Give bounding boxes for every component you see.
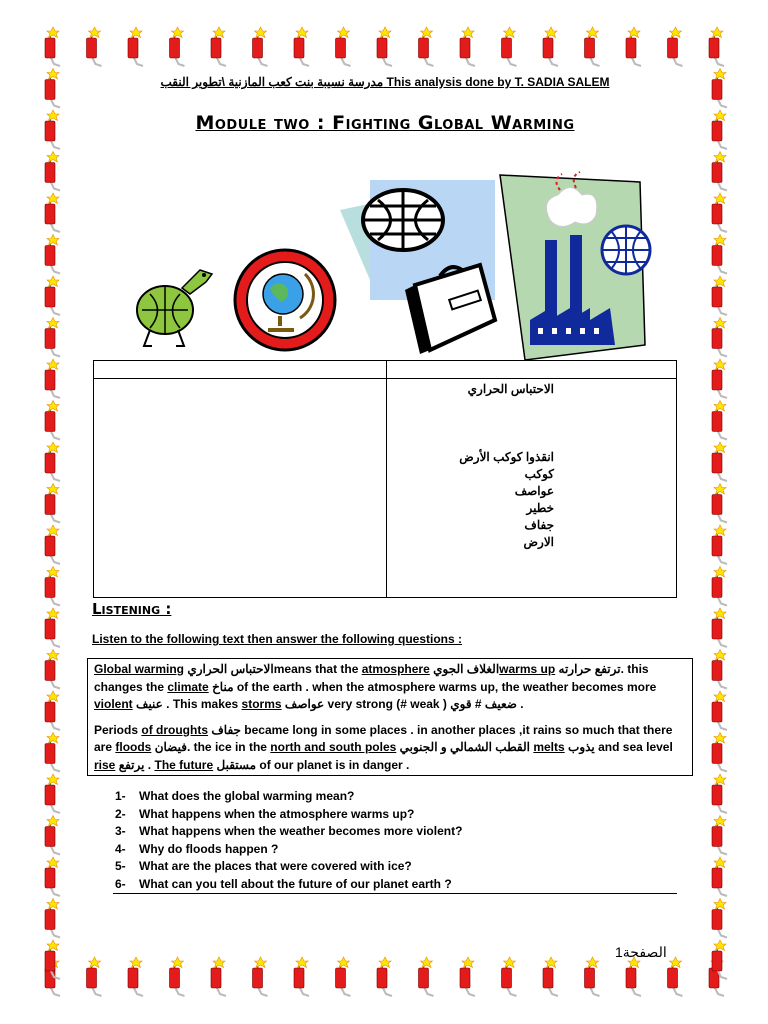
page-label: الصفحة <box>622 944 667 960</box>
page-title: Module two : Fighting Global Warming <box>195 112 575 134</box>
footer-rule <box>113 893 677 894</box>
firecracker-icon <box>712 359 727 398</box>
passage-text: مناخ of the earth . when the atmosphere warms up, the weather becomes more <box>208 679 657 694</box>
question-text: What are the places that were covered with ice? <box>139 859 412 873</box>
firecracker-icon <box>712 899 727 938</box>
firecracker-icon <box>45 235 60 274</box>
passage-text: الغلاف الجوي <box>429 662 500 676</box>
firecracker-icon <box>45 359 60 398</box>
firecracker-icon <box>45 816 60 855</box>
passage-term: melts <box>533 740 565 754</box>
firecracker-icon <box>45 650 60 689</box>
firecracker-icon <box>712 567 727 606</box>
question-text: What happens when the atmosphere warms up? <box>139 806 415 821</box>
question-item <box>115 823 462 841</box>
question-item <box>115 876 462 894</box>
vocab-word: انقذوا كوكب الأرض <box>459 450 554 464</box>
passage-term: violent <box>94 697 133 711</box>
question-number: 4- <box>115 841 126 856</box>
listening-instructions: Listen to the following text then answer the following questions : <box>92 632 463 646</box>
firecracker-icon <box>712 193 727 232</box>
vocabulary-table-header-row <box>94 361 676 379</box>
passage-term: rise <box>94 757 116 772</box>
question-number: 2- <box>115 806 126 821</box>
firecracker-icon <box>45 110 60 149</box>
page-number-value: 1 <box>615 944 623 960</box>
vocab-blank <box>394 398 554 415</box>
passage-term: storms <box>241 697 282 711</box>
passage-term: floods <box>115 740 152 754</box>
vocab-word: الارض <box>523 535 554 549</box>
worksheet-page <box>70 60 700 980</box>
vocab-word: جفاف <box>524 518 554 532</box>
vocab-word: خطير <box>526 501 554 515</box>
passage-term: north and south poles <box>270 740 397 754</box>
firecracker-icon <box>712 484 727 523</box>
passage-text: ترتفع حرارته. this changes the <box>94 662 649 694</box>
firecracker-icon <box>712 650 727 689</box>
passage-text: يرتفع . <box>115 757 155 772</box>
vocab-word: الاحتباس الحراري <box>467 382 554 396</box>
firecracker-icon <box>45 733 60 772</box>
passage-text: عواصف very strong (# weak ) ضعيف # قوي . <box>281 697 524 711</box>
question-text: What happens when the weather becomes more violent? <box>139 824 463 838</box>
firecracker-icon <box>712 69 727 108</box>
question-number: 6- <box>115 876 126 891</box>
question-number: 1- <box>115 789 126 803</box>
passage-text: means that the <box>273 662 362 676</box>
header-attribution: مدرسة نسيبة بنت كعب المازنية \تطوير النقب This analysis done by T. SADIA SALEM <box>160 75 610 89</box>
vocab-word: كوكب <box>524 467 554 481</box>
firecracker-icon <box>45 774 60 813</box>
firecracker-icon <box>45 69 60 108</box>
question-number: 3- <box>115 824 126 838</box>
firecracker-icon <box>45 857 60 896</box>
passage-text: جفاف became long in some places . in another places ,it rains so much that there are <box>94 722 673 754</box>
passage-text: عنيف . This makes <box>132 697 242 711</box>
vocabulary-table-divider <box>386 361 387 597</box>
question-item <box>115 841 462 859</box>
passage-term: atmosphere <box>361 662 430 676</box>
green-globe-character-icon <box>137 270 212 346</box>
question-text: Why do floods happen ? <box>139 841 279 856</box>
firecracker-icon <box>712 733 727 772</box>
question-item <box>115 858 462 876</box>
firecracker-icon <box>45 27 60 66</box>
passage-text: Periods <box>94 722 142 737</box>
passage-term: climate <box>167 679 209 694</box>
firecracker-icon <box>712 110 727 149</box>
firecracker-icon <box>45 484 60 523</box>
arabic-vocabulary-column <box>394 381 554 551</box>
firecracker-icon <box>712 318 727 357</box>
firecracker-icon <box>45 401 60 440</box>
passage-text: القطب الشمالي و الجنوبي <box>396 740 534 754</box>
firecracker-icon <box>45 525 60 564</box>
passage-text: مستقبل of our planet is in danger . <box>213 757 410 772</box>
passage-term: The future <box>154 757 214 772</box>
firecracker-icon <box>712 401 727 440</box>
passage-paragraph-2 <box>94 722 686 775</box>
listening-heading: Listening : <box>92 600 172 618</box>
firecracker-icon <box>45 608 60 647</box>
firecracker-icon <box>45 318 60 357</box>
firecracker-icon <box>45 899 60 938</box>
firecracker-icon <box>712 774 727 813</box>
firecracker-icon <box>45 691 60 730</box>
question-item <box>115 788 462 806</box>
firecracker-icon <box>712 442 727 481</box>
vocab-blank <box>394 432 554 449</box>
passage-text: فيضان. the ice in the <box>151 740 271 754</box>
question-text: What does the global warming mean? <box>139 789 355 803</box>
firecracker-icon <box>709 27 724 66</box>
vocabulary-table <box>93 360 677 598</box>
firecracker-icon <box>712 276 727 315</box>
passage-term: warms up <box>499 662 556 676</box>
passage-term: of droughts <box>141 722 209 737</box>
firecracker-icon <box>45 152 60 191</box>
factory-pollution-icon <box>500 172 650 360</box>
firecracker-icon <box>712 608 727 647</box>
firecracker-icon <box>712 235 727 274</box>
firecracker-icon <box>712 691 727 730</box>
listening-passage <box>87 658 693 776</box>
travel-suitcase-icon <box>340 180 495 354</box>
firecracker-icon <box>712 152 727 191</box>
firecracker-icon <box>45 276 60 315</box>
firecracker-icon <box>712 525 727 564</box>
clipart-illustrations <box>120 170 670 360</box>
passage-term: Global warming <box>94 662 185 676</box>
firecracker-icon <box>712 816 727 855</box>
firecracker-icon <box>45 442 60 481</box>
globe-on-stand-icon <box>235 250 335 350</box>
firecracker-icon <box>45 193 60 232</box>
firecracker-icon <box>45 567 60 606</box>
questions-list <box>115 788 462 893</box>
passage-paragraph-1 <box>94 661 686 714</box>
passage-text: الاحتباس الحراري <box>184 662 274 676</box>
vocab-blank <box>394 415 554 432</box>
question-item <box>115 806 462 824</box>
firecracker-icon <box>712 857 727 896</box>
question-number: 5- <box>115 859 126 873</box>
page-number <box>615 944 667 961</box>
passage-text: يذوب and sea level <box>564 740 673 754</box>
question-text: What can you tell about the future of our planet earth ? <box>139 876 452 891</box>
vocab-word: عواصف <box>514 484 554 498</box>
